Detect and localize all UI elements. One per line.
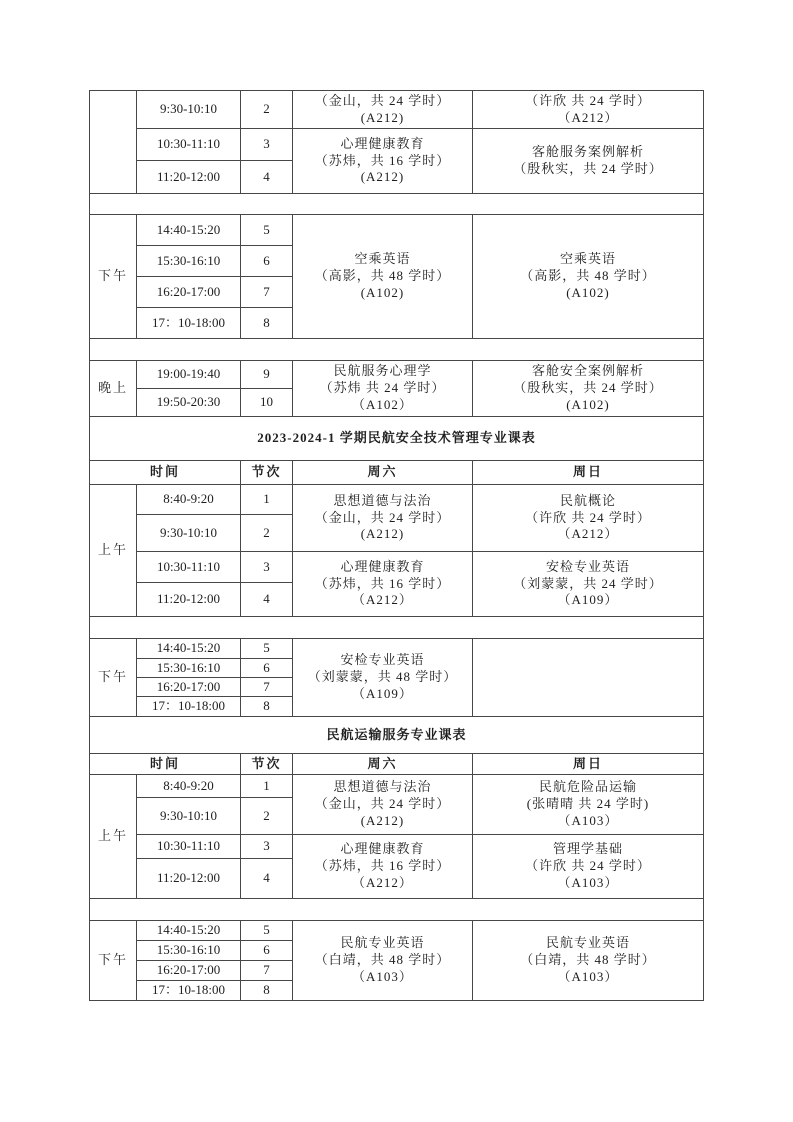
time-cell: 17：10-18:00 [137,308,241,339]
period-cell: 4 [241,583,293,617]
course-line: （高影，共 48 学时） [314,268,451,284]
block-label-empty [90,91,137,194]
time-cell: 10:30-11:10 [137,552,241,583]
period-cell: 8 [241,981,293,1001]
course-line: 空乘英语 [354,251,411,267]
time-cell: 11:20-12:00 [137,161,241,194]
course-line: 民航服务心理学 [333,363,432,379]
period-cell: 10 [241,389,293,417]
separator-row [90,617,704,639]
course-line: （高影，共 48 学时） [520,268,656,284]
course-cell [473,552,704,617]
separator-cell [90,617,704,639]
period-cell: 8 [241,308,293,339]
course-line: 空乘英语 [559,251,616,267]
time-cell: 11:20-12:00 [137,583,241,617]
col-header-sunday: 周日 [473,754,704,775]
course-line: （金山，共 24 学时） [314,509,451,525]
course-line: （许欣 共 24 学时） [525,509,651,525]
course-cell [473,775,704,835]
course-line: （刘蒙蒙，共 24 学时） [513,575,663,591]
course-line: 客舱安全案例解析 [531,363,644,379]
course-line: （金山，共 24 学时） [314,796,451,812]
col-header-saturday: 周六 [293,754,473,775]
period-cell: 5 [241,639,293,659]
course-cell [473,215,704,339]
course-cell [293,91,473,129]
table-row [90,215,704,246]
course-line: （A212） [352,874,413,890]
course-line: (A212) [360,812,405,828]
course-line: （白靖，共 48 学时） [520,952,656,968]
course-line: （A103） [557,874,619,890]
period-cell: 3 [241,835,293,859]
period-cell: 4 [241,161,293,194]
course-line: （许欣 共 24 学时） [525,92,651,108]
table-row [90,921,704,941]
course-line: 管理学基础 [552,841,623,857]
course-line: 心理健康教育 [340,558,425,574]
period-cell: 2 [241,798,293,835]
course-cell [473,91,704,129]
course-line: (A102) [566,396,610,412]
time-cell: 9:30-10:10 [137,515,241,552]
period-cell: 7 [241,678,293,697]
period-cell: 1 [241,775,293,798]
period-cell: 6 [241,941,293,961]
time-cell: 16:20-17:00 [137,961,241,981]
col-header-sunday: 周日 [473,461,704,485]
course-line: (A102) [360,284,405,300]
course-cell [293,921,473,1001]
time-cell: 11:20-12:00 [137,859,241,899]
separator-cell [90,899,704,921]
course-line: (A212) [360,526,405,542]
time-cell: 15:30-16:10 [137,246,241,277]
period-cell: 4 [241,859,293,899]
course-cell [473,921,704,1001]
time-cell: 15:30-16:10 [137,659,241,678]
course-line: 民航危险品运输 [538,779,637,795]
separator-row [90,339,704,361]
period-cell: 2 [241,91,293,129]
course-cell [473,361,704,417]
period-cell: 7 [241,277,293,308]
course-line: （A212） [352,592,413,608]
time-cell: 14:40-15:20 [137,215,241,246]
col-header-time: 时间 [90,461,241,485]
period-cell: 9 [241,361,293,389]
course-line: （A109） [352,685,413,701]
period-cell: 3 [241,129,293,161]
course-line: （苏炜，共 16 学时） [314,858,451,874]
course-line: （A212） [557,109,619,125]
block-label-afternoon: 下午 [90,639,137,717]
period-cell: 8 [241,697,293,717]
course-cell [293,485,473,552]
course-line: 民航专业英语 [340,935,425,951]
time-cell: 8:40-9:20 [137,775,241,798]
course-cell [293,129,473,194]
title-row [90,717,704,754]
schedule-table [89,90,704,1001]
header-row [90,754,704,775]
time-cell: 10:30-11:10 [137,129,241,161]
course-line: （A102） [352,396,413,412]
block-label-evening: 晚上 [90,361,137,417]
time-cell: 9:30-10:10 [137,91,241,129]
course-cell [293,639,473,717]
col-header-time: 时间 [90,754,241,775]
time-cell: 19:00-19:40 [137,361,241,389]
course-line: (A212) [360,169,405,185]
period-cell: 1 [241,485,293,515]
course-line: （A109） [557,592,619,608]
col-header-saturday: 周六 [293,461,473,485]
course-line: （金山，共 24 学时） [314,92,451,108]
separator-cell [90,339,704,361]
block-label-afternoon: 下午 [90,921,137,1001]
block-label-morning: 上午 [90,485,137,617]
time-cell: 16:20-17:00 [137,277,241,308]
course-line: （殷秋实，共 24 学时） [513,380,663,396]
separator-cell [90,194,704,215]
period-cell: 5 [241,921,293,941]
course-line: （A212） [557,526,619,542]
course-cell [293,361,473,417]
course-line: （苏炜，共 16 学时） [314,575,451,591]
course-line: （A103） [557,812,619,828]
course-line: 安检专业英语 [545,558,630,574]
table-row [90,775,704,798]
course-line: （A103） [557,968,619,984]
table-row [90,129,704,161]
course-cell [473,835,704,899]
period-cell: 6 [241,659,293,678]
course-cell [473,129,704,194]
course-line: (A212) [360,109,405,125]
course-line: （苏炜 共 24 学时） [319,380,446,396]
course-line: 心理健康教育 [340,841,425,857]
table-title-security: 2023-2024-1 学期民航安全技术管理专业课表 [90,417,704,461]
course-line: （殷秋实，共 24 学时） [513,161,663,176]
table-row [90,552,704,583]
time-cell: 14:40-15:20 [137,639,241,659]
course-line: 思想道德与法治 [333,779,432,795]
block-label-morning: 上午 [90,775,137,899]
table-title-transport: 民航运输服务专业课表 [90,717,704,754]
period-cell: 6 [241,246,293,277]
table-row [90,639,704,659]
course-line: 安检专业英语 [340,652,425,668]
time-cell: 19:50-20:30 [137,389,241,417]
course-line: 民航概论 [559,492,616,508]
period-cell: 7 [241,961,293,981]
period-cell: 5 [241,215,293,246]
course-line: （A103） [352,968,413,984]
table-row [90,91,704,129]
course-cell [293,215,473,339]
col-header-period: 节次 [241,461,293,485]
col-header-period: 节次 [241,754,293,775]
time-cell: 14:40-15:20 [137,921,241,941]
time-cell: 8:40-9:20 [137,485,241,515]
time-cell: 17：10-18:00 [137,981,241,1001]
time-cell: 10:30-11:10 [137,835,241,859]
table-row [90,361,704,389]
course-line: 心理健康教育 [340,135,425,151]
table-row [90,835,704,859]
empty-course-cell [473,639,704,717]
time-cell: 16:20-17:00 [137,678,241,697]
course-line: 民航专业英语 [545,935,630,951]
time-cell: 9:30-10:10 [137,798,241,835]
course-cell [473,485,704,552]
course-line: （刘蒙蒙，共 48 学时） [307,669,458,685]
period-cell: 2 [241,515,293,552]
time-cell: 15:30-16:10 [137,941,241,961]
course-line: 客舱服务案例解析 [531,144,644,160]
separator-row [90,194,704,215]
course-cell [293,552,473,617]
time-cell: 17：10-18:00 [137,697,241,717]
course-cell [293,775,473,835]
course-line: （许欣 共 24 学时） [525,858,651,874]
course-line: （苏炜，共 16 学时） [314,152,451,168]
title-row [90,417,704,461]
period-cell: 3 [241,552,293,583]
table-row [90,485,704,515]
block-label-afternoon: 下午 [90,215,137,339]
course-line: （白靖，共 48 学时） [314,952,451,968]
separator-row [90,899,704,921]
course-cell [293,835,473,899]
course-line: (张晴晴 共 24 学时) [526,796,650,812]
header-row [90,461,704,485]
course-line: 思想道德与法治 [333,492,432,508]
course-line: (A102) [566,284,610,300]
